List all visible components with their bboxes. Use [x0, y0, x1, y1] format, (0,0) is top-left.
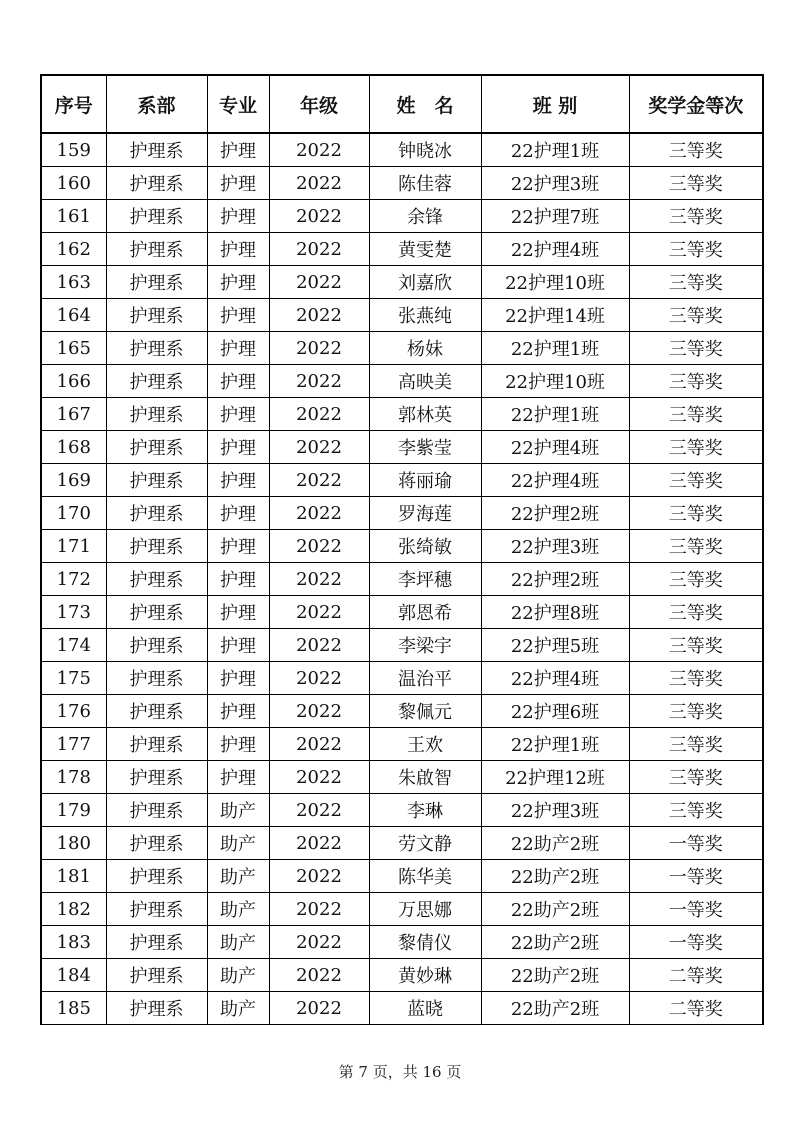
cell-name: 王欢: [369, 728, 481, 761]
header-scholarship-level: 奖学金等次: [629, 75, 763, 133]
cell-department: 护理系: [106, 266, 207, 299]
cell-grade: 2022: [269, 827, 369, 860]
cell-name: 陈华美: [369, 860, 481, 893]
cell-class: 22助产2班: [481, 893, 629, 926]
table-row: [41, 761, 763, 794]
table-row: [41, 431, 763, 464]
table-row: [41, 959, 763, 992]
cell-major: 助产: [207, 926, 269, 959]
cell-index: 170: [41, 497, 106, 530]
table-row: [41, 827, 763, 860]
cell-name: 郭恩希: [369, 596, 481, 629]
cell-class: 22护理4班: [481, 431, 629, 464]
cell-class: 22护理4班: [481, 662, 629, 695]
cell-scholarship-level: 三等奖: [629, 563, 763, 596]
header-class: 班 别: [481, 75, 629, 133]
cell-department: 护理系: [106, 133, 207, 167]
cell-scholarship-level: 三等奖: [629, 133, 763, 167]
cell-department: 护理系: [106, 299, 207, 332]
table-row: [41, 629, 763, 662]
cell-index: 164: [41, 299, 106, 332]
header-index: 序号: [41, 75, 106, 133]
cell-class: 22助产2班: [481, 959, 629, 992]
cell-name: 钟晓冰: [369, 133, 481, 167]
cell-class: 22助产2班: [481, 827, 629, 860]
cell-index: 173: [41, 596, 106, 629]
cell-department: 护理系: [106, 233, 207, 266]
cell-index: 167: [41, 398, 106, 431]
cell-scholarship-level: 三等奖: [629, 398, 763, 431]
cell-grade: 2022: [269, 332, 369, 365]
cell-grade: 2022: [269, 728, 369, 761]
scholarship-table: [40, 74, 764, 1025]
cell-major: 助产: [207, 827, 269, 860]
cell-name: 温治平: [369, 662, 481, 695]
cell-department: 护理系: [106, 497, 207, 530]
cell-index: 182: [41, 893, 106, 926]
cell-scholarship-level: 三等奖: [629, 365, 763, 398]
cell-name: 黄雯楚: [369, 233, 481, 266]
cell-class: 22护理1班: [481, 332, 629, 365]
cell-class: 22护理14班: [481, 299, 629, 332]
cell-name: 张绮敏: [369, 530, 481, 563]
cell-index: 178: [41, 761, 106, 794]
table-row: [41, 497, 763, 530]
cell-name: 高映美: [369, 365, 481, 398]
header-department: 系部: [106, 75, 207, 133]
cell-name: 刘嘉欣: [369, 266, 481, 299]
cell-major: 护理: [207, 497, 269, 530]
cell-department: 护理系: [106, 332, 207, 365]
cell-name: 李坪穗: [369, 563, 481, 596]
cell-grade: 2022: [269, 794, 369, 827]
cell-grade: 2022: [269, 167, 369, 200]
cell-name: 罗海莲: [369, 497, 481, 530]
cell-grade: 2022: [269, 992, 369, 1025]
cell-major: 助产: [207, 860, 269, 893]
cell-index: 172: [41, 563, 106, 596]
page-number-footer: 第 7 页，共 16 页: [338, 1063, 462, 1081]
cell-index: 183: [41, 926, 106, 959]
table-row: [41, 133, 763, 167]
cell-major: 助产: [207, 893, 269, 926]
table-row: [41, 596, 763, 629]
header-name: 姓 名: [369, 75, 481, 133]
cell-index: 165: [41, 332, 106, 365]
cell-class: 22护理4班: [481, 464, 629, 497]
cell-major: 护理: [207, 200, 269, 233]
table-row: [41, 860, 763, 893]
cell-grade: 2022: [269, 233, 369, 266]
cell-grade: 2022: [269, 200, 369, 233]
table-row: [41, 695, 763, 728]
cell-scholarship-level: 三等奖: [629, 167, 763, 200]
cell-grade: 2022: [269, 596, 369, 629]
cell-scholarship-level: 三等奖: [629, 761, 763, 794]
cell-scholarship-level: 三等奖: [629, 200, 763, 233]
cell-index: 175: [41, 662, 106, 695]
cell-name: 陈佳蓉: [369, 167, 481, 200]
cell-scholarship-level: 三等奖: [629, 629, 763, 662]
cell-department: 护理系: [106, 464, 207, 497]
cell-department: 护理系: [106, 563, 207, 596]
table-row: [41, 926, 763, 959]
cell-department: 护理系: [106, 959, 207, 992]
cell-index: 166: [41, 365, 106, 398]
cell-name: 李梁宇: [369, 629, 481, 662]
table-row: [41, 662, 763, 695]
cell-scholarship-level: 一等奖: [629, 893, 763, 926]
cell-index: 180: [41, 827, 106, 860]
cell-name: 万思娜: [369, 893, 481, 926]
cell-scholarship-level: 三等奖: [629, 695, 763, 728]
cell-grade: 2022: [269, 133, 369, 167]
cell-major: 助产: [207, 992, 269, 1025]
cell-scholarship-level: 一等奖: [629, 926, 763, 959]
cell-scholarship-level: 三等奖: [629, 266, 763, 299]
cell-class: 22护理1班: [481, 133, 629, 167]
header-major: 专业: [207, 75, 269, 133]
table-row: [41, 167, 763, 200]
cell-grade: 2022: [269, 530, 369, 563]
cell-class: 22护理1班: [481, 728, 629, 761]
cell-department: 护理系: [106, 728, 207, 761]
cell-class: 22护理2班: [481, 563, 629, 596]
cell-name: 黄妙琳: [369, 959, 481, 992]
cell-name: 余锋: [369, 200, 481, 233]
cell-scholarship-level: 三等奖: [629, 497, 763, 530]
table-row: [41, 728, 763, 761]
cell-index: 168: [41, 431, 106, 464]
table-row: [41, 893, 763, 926]
cell-department: 护理系: [106, 761, 207, 794]
cell-name: 杨妹: [369, 332, 481, 365]
cell-major: 护理: [207, 431, 269, 464]
cell-grade: 2022: [269, 629, 369, 662]
cell-department: 护理系: [106, 827, 207, 860]
cell-index: 171: [41, 530, 106, 563]
cell-index: 179: [41, 794, 106, 827]
cell-class: 22护理3班: [481, 167, 629, 200]
cell-index: 184: [41, 959, 106, 992]
cell-major: 助产: [207, 959, 269, 992]
header-grade: 年级: [269, 75, 369, 133]
cell-department: 护理系: [106, 926, 207, 959]
cell-major: 助产: [207, 794, 269, 827]
table-row: [41, 332, 763, 365]
cell-index: 174: [41, 629, 106, 662]
cell-department: 护理系: [106, 365, 207, 398]
cell-class: 22护理3班: [481, 794, 629, 827]
cell-major: 护理: [207, 662, 269, 695]
cell-scholarship-level: 三等奖: [629, 530, 763, 563]
cell-department: 护理系: [106, 695, 207, 728]
cell-grade: 2022: [269, 662, 369, 695]
cell-class: 22护理1班: [481, 398, 629, 431]
cell-scholarship-level: 三等奖: [629, 728, 763, 761]
cell-major: 护理: [207, 332, 269, 365]
cell-major: 护理: [207, 761, 269, 794]
cell-major: 护理: [207, 530, 269, 563]
table-row: [41, 992, 763, 1025]
cell-major: 护理: [207, 167, 269, 200]
cell-department: 护理系: [106, 662, 207, 695]
table-row: [41, 530, 763, 563]
cell-scholarship-level: 三等奖: [629, 431, 763, 464]
cell-class: 22护理10班: [481, 365, 629, 398]
cell-department: 护理系: [106, 860, 207, 893]
cell-grade: 2022: [269, 860, 369, 893]
cell-class: 22护理3班: [481, 530, 629, 563]
cell-name: 张燕纯: [369, 299, 481, 332]
cell-department: 护理系: [106, 629, 207, 662]
cell-name: 郭林英: [369, 398, 481, 431]
cell-major: 护理: [207, 133, 269, 167]
table-header-row: [41, 75, 763, 133]
cell-class: 22护理6班: [481, 695, 629, 728]
cell-index: 177: [41, 728, 106, 761]
cell-index: 160: [41, 167, 106, 200]
cell-class: 22护理4班: [481, 233, 629, 266]
cell-name: 李紫莹: [369, 431, 481, 464]
cell-department: 护理系: [106, 992, 207, 1025]
cell-scholarship-level: 三等奖: [629, 794, 763, 827]
cell-major: 护理: [207, 728, 269, 761]
cell-index: 161: [41, 200, 106, 233]
cell-grade: 2022: [269, 926, 369, 959]
cell-name: 黎倩仪: [369, 926, 481, 959]
cell-grade: 2022: [269, 431, 369, 464]
cell-name: 李琳: [369, 794, 481, 827]
table-body: [41, 133, 763, 1025]
cell-department: 护理系: [106, 431, 207, 464]
cell-major: 护理: [207, 629, 269, 662]
cell-major: 护理: [207, 563, 269, 596]
cell-department: 护理系: [106, 398, 207, 431]
cell-grade: 2022: [269, 365, 369, 398]
cell-name: 劳文静: [369, 827, 481, 860]
cell-scholarship-level: 一等奖: [629, 860, 763, 893]
cell-index: 176: [41, 695, 106, 728]
cell-class: 22护理5班: [481, 629, 629, 662]
cell-department: 护理系: [106, 596, 207, 629]
cell-class: 22护理10班: [481, 266, 629, 299]
cell-grade: 2022: [269, 761, 369, 794]
cell-class: 22护理7班: [481, 200, 629, 233]
cell-scholarship-level: 三等奖: [629, 596, 763, 629]
cell-class: 22助产2班: [481, 992, 629, 1025]
cell-department: 护理系: [106, 167, 207, 200]
cell-class: 22护理12班: [481, 761, 629, 794]
table-row: [41, 200, 763, 233]
cell-grade: 2022: [269, 497, 369, 530]
cell-name: 蓝晓: [369, 992, 481, 1025]
cell-scholarship-level: 二等奖: [629, 992, 763, 1025]
cell-grade: 2022: [269, 464, 369, 497]
cell-major: 护理: [207, 266, 269, 299]
cell-class: 22护理8班: [481, 596, 629, 629]
cell-grade: 2022: [269, 893, 369, 926]
table-row: [41, 794, 763, 827]
cell-name: 蒋丽瑜: [369, 464, 481, 497]
cell-major: 护理: [207, 299, 269, 332]
cell-scholarship-level: 三等奖: [629, 299, 763, 332]
cell-name: 黎佩元: [369, 695, 481, 728]
cell-class: 22助产2班: [481, 860, 629, 893]
cell-index: 163: [41, 266, 106, 299]
cell-class: 22助产2班: [481, 926, 629, 959]
cell-scholarship-level: 一等奖: [629, 827, 763, 860]
cell-department: 护理系: [106, 893, 207, 926]
cell-index: 181: [41, 860, 106, 893]
cell-major: 护理: [207, 398, 269, 431]
cell-department: 护理系: [106, 200, 207, 233]
cell-index: 162: [41, 233, 106, 266]
cell-department: 护理系: [106, 794, 207, 827]
table-row: [41, 365, 763, 398]
cell-scholarship-level: 二等奖: [629, 959, 763, 992]
cell-major: 护理: [207, 596, 269, 629]
cell-scholarship-level: 三等奖: [629, 332, 763, 365]
cell-scholarship-level: 三等奖: [629, 233, 763, 266]
table-row: [41, 266, 763, 299]
table-row: [41, 563, 763, 596]
cell-index: 185: [41, 992, 106, 1025]
cell-grade: 2022: [269, 266, 369, 299]
cell-major: 护理: [207, 695, 269, 728]
table-row: [41, 398, 763, 431]
table-row: [41, 233, 763, 266]
cell-grade: 2022: [269, 398, 369, 431]
cell-index: 159: [41, 133, 106, 167]
cell-major: 护理: [207, 365, 269, 398]
cell-major: 护理: [207, 233, 269, 266]
cell-grade: 2022: [269, 695, 369, 728]
cell-grade: 2022: [269, 299, 369, 332]
cell-scholarship-level: 三等奖: [629, 662, 763, 695]
cell-class: 22护理2班: [481, 497, 629, 530]
cell-grade: 2022: [269, 959, 369, 992]
cell-name: 朱啟智: [369, 761, 481, 794]
cell-department: 护理系: [106, 530, 207, 563]
cell-major: 护理: [207, 464, 269, 497]
cell-index: 169: [41, 464, 106, 497]
table-row: [41, 299, 763, 332]
cell-scholarship-level: 三等奖: [629, 464, 763, 497]
cell-grade: 2022: [269, 563, 369, 596]
table-row: [41, 464, 763, 497]
